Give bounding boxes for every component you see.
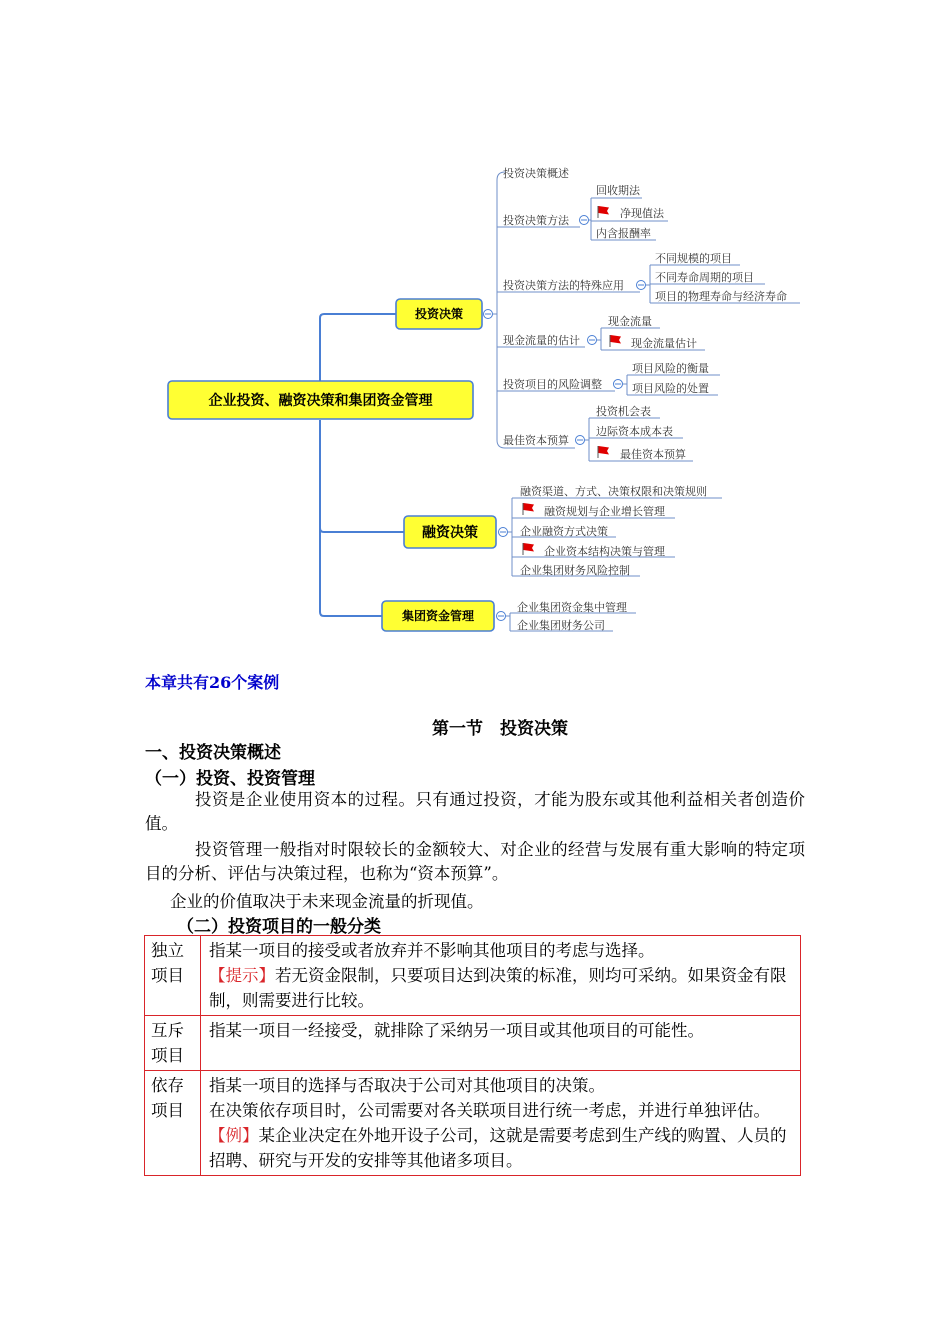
flag-icon <box>523 543 534 555</box>
desc-line: 指某一项目的接受或者放弃并不影响其他项目的考虑与选择。 <box>209 941 655 960</box>
collapse-icon[interactable] <box>637 281 646 290</box>
table-cell-term: 独立项目 <box>145 936 201 1016</box>
collapse-icon[interactable] <box>576 436 585 445</box>
mindmap-finance-item: 企业集团财务风险控制 <box>520 564 630 577</box>
mindmap-finance-label: 融资决策 <box>422 525 478 541</box>
mindmap-group-label: 集团资金管理 <box>401 609 475 623</box>
mindmap-invest-methods: 投资决策方法 <box>503 214 569 227</box>
mindmap-invest-risk: 投资项目的风险调整 <box>503 378 602 391</box>
table-cell-desc <box>201 1071 801 1176</box>
mindmap-budget-item: 边际资本成本表 <box>596 425 673 438</box>
collapse-icon[interactable] <box>484 310 493 319</box>
flag-icon <box>598 446 609 458</box>
mindmap-special-item: 项目的物理寿命与经济寿命 <box>655 290 787 303</box>
mindmap-invest-special: 投资决策方法的特殊应用 <box>503 279 624 292</box>
mindmap-method-item: 内含报酬率 <box>596 227 651 240</box>
section-title: 第一节 投资决策 <box>432 719 568 739</box>
flag-icon <box>523 503 534 515</box>
collapse-icon[interactable] <box>614 380 623 389</box>
mindmap-budget-item: 最佳资本预算 <box>620 448 686 461</box>
table-cell-desc <box>201 1016 801 1071</box>
mindmap-finance-item: 融资规划与企业增长管理 <box>544 505 665 518</box>
table-cell-desc <box>201 936 801 1016</box>
mindmap-finance-item: 企业融资方式决策 <box>520 525 608 538</box>
mindmap-special-item: 不同规模的项目 <box>655 252 732 265</box>
flag-icon <box>610 335 621 347</box>
table-cell-term: 互斥项目 <box>145 1016 201 1071</box>
project-classification-table <box>144 935 801 1176</box>
table-row <box>145 1016 801 1071</box>
tip-tag: 【提示】 <box>209 966 275 985</box>
paragraph-enterprise-value: 企业的价值取决于未来现金流量的折现值。 <box>170 892 484 911</box>
table-row <box>145 936 801 1016</box>
collapse-icon[interactable] <box>497 612 506 621</box>
mindmap-cashflow-item: 现金流量估计 <box>631 337 697 350</box>
table-cell-term: 依存项目 <box>145 1071 201 1176</box>
mindmap-invest-overview: 投资决策概述 <box>503 167 569 180</box>
paragraph-investment-management: 投资管理一般指对时限较长的金额较大、对企业的经营与发展有重大影响的特定项目的分析、评估与决策过程，也称为“资本预算”。 <box>145 840 805 883</box>
mindmap-invest-cashflow: 现金流量的估计 <box>503 334 580 347</box>
collapse-icon[interactable] <box>588 336 597 345</box>
mindmap-risk-item: 项目风险的衡量 <box>632 362 709 375</box>
example-tag: 【例】 <box>209 1126 259 1145</box>
mind-map <box>0 0 950 650</box>
desc-line: 指某一项目的选择与否取决于公司对其他项目的决策。 <box>209 1076 605 1095</box>
mindmap-root-label: 企业投资、融资决策和集团资金管理 <box>208 393 433 409</box>
mindmap-risk-item: 项目风险的处置 <box>632 382 709 395</box>
mindmap-method-item: 净现值法 <box>620 207 664 220</box>
collapse-icon[interactable] <box>499 528 508 537</box>
cases-count-note: 本章共有26个案例 <box>145 673 280 692</box>
desc-line: 指某一项目一经接受，就排除了采纳另一项目或其他项目的可能性。 <box>209 1021 704 1040</box>
mindmap-budget-item: 投资机会表 <box>596 405 651 418</box>
mindmap-special-item: 不同寿命周期的项目 <box>655 271 754 284</box>
example-text: 某企业决定在外地开设子公司，这就是需要考虑到生产线的购置、人员的招聘、研究与开发的安排等其他诸多项目。 <box>209 1126 787 1170</box>
mindmap-invest-budget: 最佳资本预算 <box>503 434 569 447</box>
desc-line: 在决策依存项目时，公司需要对各关联项目进行统一考虑，并进行单独评估。 <box>209 1101 770 1120</box>
mindmap-finance-item: 融资渠道、方式、决策权限和决策规则 <box>520 485 707 498</box>
mindmap-group-item: 企业集团财务公司 <box>517 619 605 632</box>
flag-icon <box>598 206 609 218</box>
heading-project-classification: （二）投资项目的一般分类 <box>177 917 381 937</box>
mindmap-invest-label: 投资决策 <box>414 307 464 321</box>
mindmap-cashflow-item: 现金流量 <box>608 315 652 328</box>
table-row <box>145 1071 801 1176</box>
heading-investment-management: （一）投资、投资管理 <box>145 769 315 789</box>
mindmap-method-item: 回收期法 <box>596 184 640 197</box>
tip-text: 若无资金限制，只要项目达到决策的标准，则均可采纳。如果资金有限制，则需要进行比较。 <box>209 966 787 1010</box>
desc-note <box>209 1123 792 1173</box>
mindmap-finance-item: 企业资本结构决策与管理 <box>544 545 665 558</box>
mindmap-group-item: 企业集团资金集中管理 <box>517 601 627 614</box>
heading-overview: 一、投资决策概述 <box>145 743 281 763</box>
desc-note <box>209 963 792 1013</box>
paragraph-investment-definition: 投资是企业使用资本的过程。只有通过投资，才能为股东或其他利益相关者创造价值。 <box>145 790 805 833</box>
collapse-icon[interactable] <box>580 216 589 225</box>
